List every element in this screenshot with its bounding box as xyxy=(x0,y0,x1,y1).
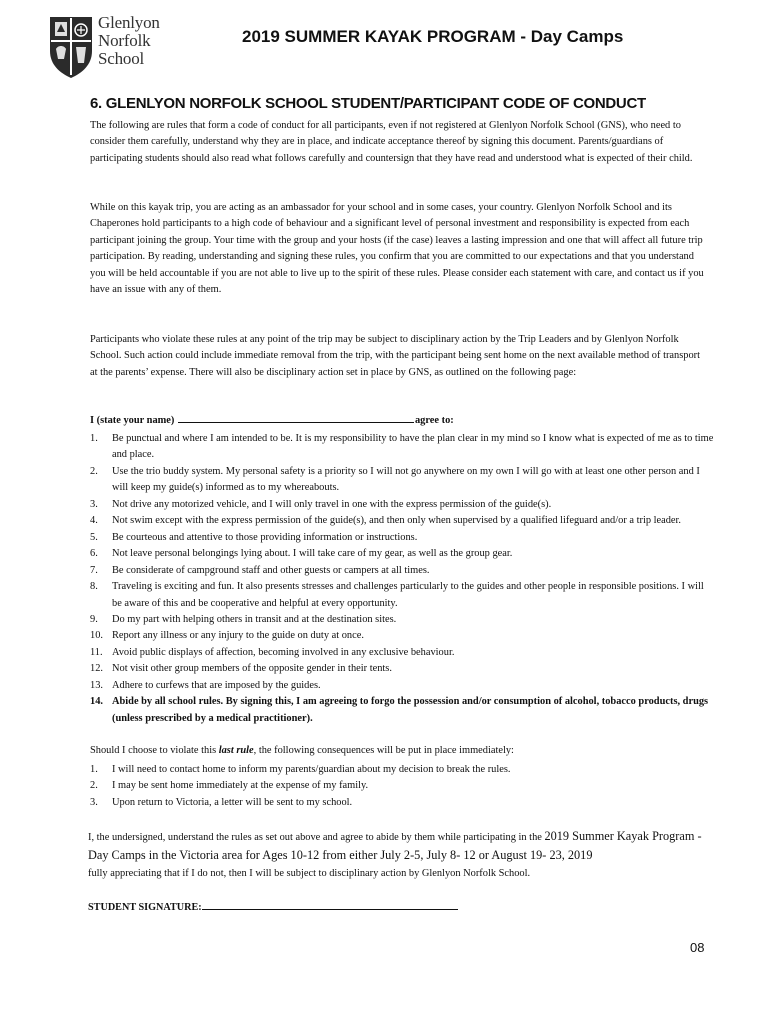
last-rule-emphasis: last rule xyxy=(218,745,254,756)
logo-line-1: Glenlyon xyxy=(98,13,160,32)
name-blank-field[interactable] xyxy=(178,414,414,423)
rule-number: 10. xyxy=(90,630,103,642)
name-agreement-line xyxy=(90,414,454,426)
rule-number: 9. xyxy=(90,613,98,625)
consequence-number: 2. xyxy=(90,780,98,792)
rule-item xyxy=(90,678,715,694)
rule-text: Not leave personal belongings lying about. I will take care of my gear, as well as the group gear. xyxy=(112,548,513,560)
undersigned-text-1: I, the undersigned, understand the rules as set out above and agree to abide by them while participating in the xyxy=(88,832,545,843)
rule-text: Adhere to curfews that are imposed by the guides. xyxy=(112,679,321,691)
rule-item xyxy=(90,645,715,661)
consequences-intro-text: Should I choose to violate this xyxy=(90,745,219,756)
rule-number: 13. xyxy=(90,679,103,691)
rule-text: Not visit other group members of the opposite gender in their tents. xyxy=(112,663,392,675)
rule-text: Traveling is exciting and fun. It also presents stresses and challenges particularly to the guides and other people in responsible positions. I will be aware of this and be cooperative and helpful at every opportunity. xyxy=(112,581,704,609)
rule-text: Not drive any motorized vehicle, and I will only travel in one with the express permission of the guide(s). xyxy=(112,498,552,510)
rule-number: 7. xyxy=(90,564,98,576)
rule-number: 3. xyxy=(90,498,98,510)
logo-line-2: Norfolk xyxy=(98,31,151,50)
rule-item xyxy=(90,563,715,579)
consequences-intro-tail: , the following consequences will be put in place immediately: xyxy=(253,745,514,756)
undersigned-statement xyxy=(88,828,718,883)
consequence-number: 3. xyxy=(90,796,98,808)
rule-text: Report any illness or any injury to the guide on duty at once. xyxy=(112,630,364,642)
logo-line-3: School xyxy=(98,49,145,68)
consequence-text: I will need to contact home to inform my parents/guardian about my decision to break the rules. xyxy=(112,764,511,775)
consequence-number: 1. xyxy=(90,764,98,775)
rules-list xyxy=(90,431,715,727)
rule-text: Do my part with helping others in transit and at the destination sites. xyxy=(112,613,397,625)
rule-number: 8. xyxy=(90,581,98,593)
rule-number: 2. xyxy=(90,465,98,477)
rule-item xyxy=(90,628,715,644)
consequence-item xyxy=(90,762,690,778)
rule-number: 4. xyxy=(90,515,98,527)
consequences-list xyxy=(90,762,690,811)
rule-text: Use the trio buddy system. My personal safety is a priority so I will not go anywhere on my own I will go with at least one other person and I will keep my guide(s) informed as to my whereabouts. xyxy=(112,465,700,494)
student-signature-field[interactable] xyxy=(202,901,458,910)
rule-number: 11. xyxy=(90,646,103,658)
rule-text: Not swim except with the express permission of the guide(s), and then only when supervised by a qualified lifeguard and/or a trip leader. xyxy=(112,515,682,527)
rule-number: 12. xyxy=(90,663,103,675)
name-prompt-label: I (state your name) xyxy=(90,415,175,426)
student-signature-label: STUDENT SIGNATURE: xyxy=(88,902,202,913)
agree-to-label: agree to: xyxy=(414,415,454,426)
rule-number: 1. xyxy=(90,433,98,444)
rule-item xyxy=(90,497,715,513)
rule-text: Be punctual and where I am intended to be. It is my responsibility to have the plan clear in my mind so I know what is expected of me as to time and place. xyxy=(112,433,714,461)
rule-item xyxy=(90,431,715,464)
consequence-item xyxy=(90,795,690,811)
logo-wordmark xyxy=(98,14,160,68)
rule-item xyxy=(90,530,715,546)
ambassador-paragraph: While on this kayak trip, you are acting as an ambassador for your school and in some cases, your country. Glenlyon Norfolk School and its Chaperones hold participants to a high code of behaviour and a significant level of personal investment and responsibility is expected from each participant joining the group. Your time with the group and your hosts (if the case) leaves a lasting impression and one that will affect all future trip participation. By reading, understanding and signing these rules, you confirm that you are committed to our expectations and that you understand you will be held accountable if you are not able to live up to the spirit of these rules. Please consider each statement with care, and contact us if you have an issue with any of them. xyxy=(90,202,704,296)
school-logo xyxy=(48,14,168,80)
consequence-text: I may be sent home immediately at the expense of my family. xyxy=(112,780,369,792)
page-number: 08 xyxy=(690,940,705,955)
school-crest-icon xyxy=(48,15,94,79)
rule-text: Avoid public displays of affection, becoming involved in any exclusive behaviour. xyxy=(112,646,455,658)
student-signature-row xyxy=(88,901,458,913)
rule-text: Abide by all school rules. By signing this, I am agreeing to forgo the possession and/or consumption of alcohol, tobacco products, drugs (unless prescribed by a medical practitioner). xyxy=(112,696,709,724)
rule-text: Be courteous and attentive to those providing information or instructions. xyxy=(112,531,418,543)
rule-number: 5. xyxy=(90,531,98,543)
rule-item xyxy=(90,579,715,612)
intro-paragraph: The following are rules that form a code of conduct for all participants, even if not registered at Glenlyon Norfolk School (GNS), who need to consider them carefully, understand why they are in place, and indicate acceptance thereof by signing this document. Parents/guardians of participating students should also read what follows carefully and countersign that they have read and understood what is expected of their child. xyxy=(90,120,693,164)
rule-item xyxy=(90,694,715,727)
rule-item xyxy=(90,661,715,677)
consequence-text: Upon return to Victoria, a letter will be sent to my school. xyxy=(112,796,353,808)
rule-item xyxy=(90,513,715,529)
rule-item xyxy=(90,546,715,562)
rule-item xyxy=(90,612,715,628)
consequence-item xyxy=(90,778,690,794)
program-details-text: 2019 Summer Kayak Program - Day Camps in the Victoria area for Ages 10-12 from either July 2-5, July 8- 12 or August 19- 23, 2019 xyxy=(88,829,702,862)
violation-paragraph: Participants who violate these rules at any point of the trip may be subject to disciplinary action by the Trip Leaders and by Glenlyon Norfolk School. Such action could include immediate removal from the trip, with the participant being sent home on the next available method of transport at the parents’ expense. There will also be disciplinary action set in place by GNS, as outlined on the following page: xyxy=(90,334,700,378)
page-header-title: 2019 SUMMER KAYAK PROGRAM - Day Camps xyxy=(242,27,624,46)
consequences-intro xyxy=(90,745,514,756)
rule-text: Be considerate of campground staff and other guests or campers at all times. xyxy=(112,564,430,576)
rule-number: 14. xyxy=(90,696,103,708)
section-title: 6. GLENLYON NORFOLK SCHOOL STUDENT/PARTICIPANT CODE OF CONDUCT xyxy=(90,95,646,112)
rule-number: 6. xyxy=(90,548,98,560)
rule-item xyxy=(90,464,715,497)
undersigned-text-3: fully appreciating that if I do not, then I will be subject to disciplinary action by Glenlyon Norfolk School. xyxy=(88,868,531,880)
